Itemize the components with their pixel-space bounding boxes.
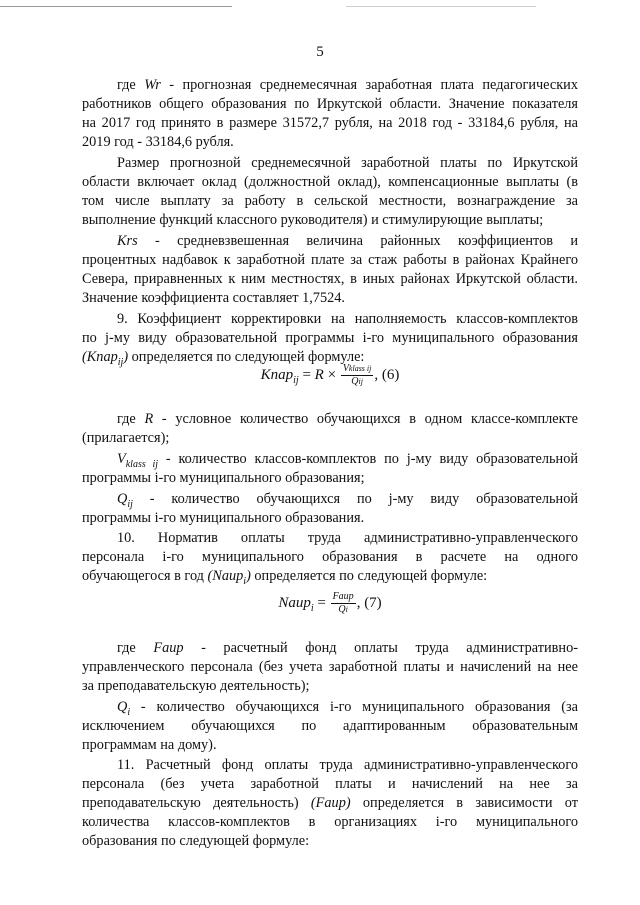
text-line: преподавательскую деятельность) (Faup) определяется в зависимости от [82, 795, 579, 811]
text-line: 2019 год - 33184,6 рубля. [82, 134, 234, 150]
page-number: 5 [316, 44, 324, 60]
text-line: Севера, приравненных к ним местностях, в иных районах Иркутской области. [82, 271, 578, 287]
text-line: где Wr - прогнозная среднемесячная заработная плата педагогических [117, 77, 578, 93]
text-line: выполнение функций классного руководителя) и стимулирующие выплаты; [82, 212, 544, 228]
text-line: по j-му виду образовательной программы i-го муниципального образования [82, 330, 578, 346]
text-line: $Q_i$ - количество обучающихся i-го муниципального образования (за [117, 699, 578, 718]
text-line: 9. Коэффициент корректировки на наполняемость классов-комплектов [117, 311, 578, 327]
formula-6: Knap$_{ij}$ = R × $\frac{\text{Vklass ij}}{\text{Qij}}$ , (6) [260, 363, 400, 388]
text-line: $Q_{ij}$ - количество обучающихся по j-му виду образовательной [117, 491, 578, 510]
text-line: программам на дому). [82, 737, 217, 753]
text-line: где Faup - расчетный фонд оплаты труда административно- [117, 640, 578, 656]
text-line: $V_{klass ij}$ - количество классов-комплектов по j-му виду образовательной [117, 451, 579, 470]
text-line: 10. Норматив оплаты труда административно-управленческого [117, 530, 578, 546]
text-line: Значение коэффициента составляет 1,7524. [82, 290, 345, 306]
formula-7: Naup$_i$ = $\frac{\text{Faup}}{Qi}$ , (7) [278, 591, 382, 616]
text-line: (прилагается); [82, 430, 170, 446]
text-line: Размер прогнозной среднемесячной заработной платы по Иркутской [117, 155, 578, 171]
text-line: процентных надбавок к заработной плате за стаж работы в районах Крайнего [82, 252, 578, 268]
text-line: программы i-го муниципального образования. [82, 510, 365, 526]
text-line: где R - условное количество обучающихся в одном классе-комплекте [117, 411, 578, 427]
text-line: персонала i-го муниципального образования в расчете на одного [82, 549, 578, 565]
text-line: области включает оклад (должностной оклад), компенсационные выплаты (в [82, 174, 578, 190]
text-line: за преподавательскую деятельность); [82, 678, 310, 694]
text-line: работников общего образования по Иркутской области. Значение показателя [82, 96, 578, 112]
text-line: управленческого персонала (без учета заработной платы и начислений на нее [82, 659, 578, 675]
text-line: обучающегося в год (Naup$_i$) определяется по следующей формуле: [82, 568, 488, 587]
text-line: количества классов-комплектов в организациях i-го муниципального [82, 814, 578, 830]
text-line: на 2017 год принято в размере 31572,7 рубля, на 2018 год - 33184,6 рубля, на [82, 115, 578, 131]
text-line: (Knap$_{ij}$) определяется по следующей формуле: [82, 349, 365, 368]
scan-top-line-right [346, 6, 536, 7]
text-line: программы i-го муниципального образования; [82, 470, 365, 486]
text-line: том числе выплату за работу в сельской местности, вознаграждение за [82, 193, 578, 209]
text-line: Krs - средневзвешенная величина районных коэффициентов и [117, 233, 578, 249]
text-line: исключением обучающихся по адаптированным образовательным [82, 718, 578, 734]
text-line: персонала (без учета заработной платы и начислений на нее за [82, 776, 578, 792]
text-line: образования по следующей формуле: [82, 833, 310, 849]
text-line: 11. Расчетный фонд оплаты труда административно-управленческого [117, 757, 578, 773]
document-page [0, 66, 640, 905]
scan-top-line [0, 6, 232, 7]
